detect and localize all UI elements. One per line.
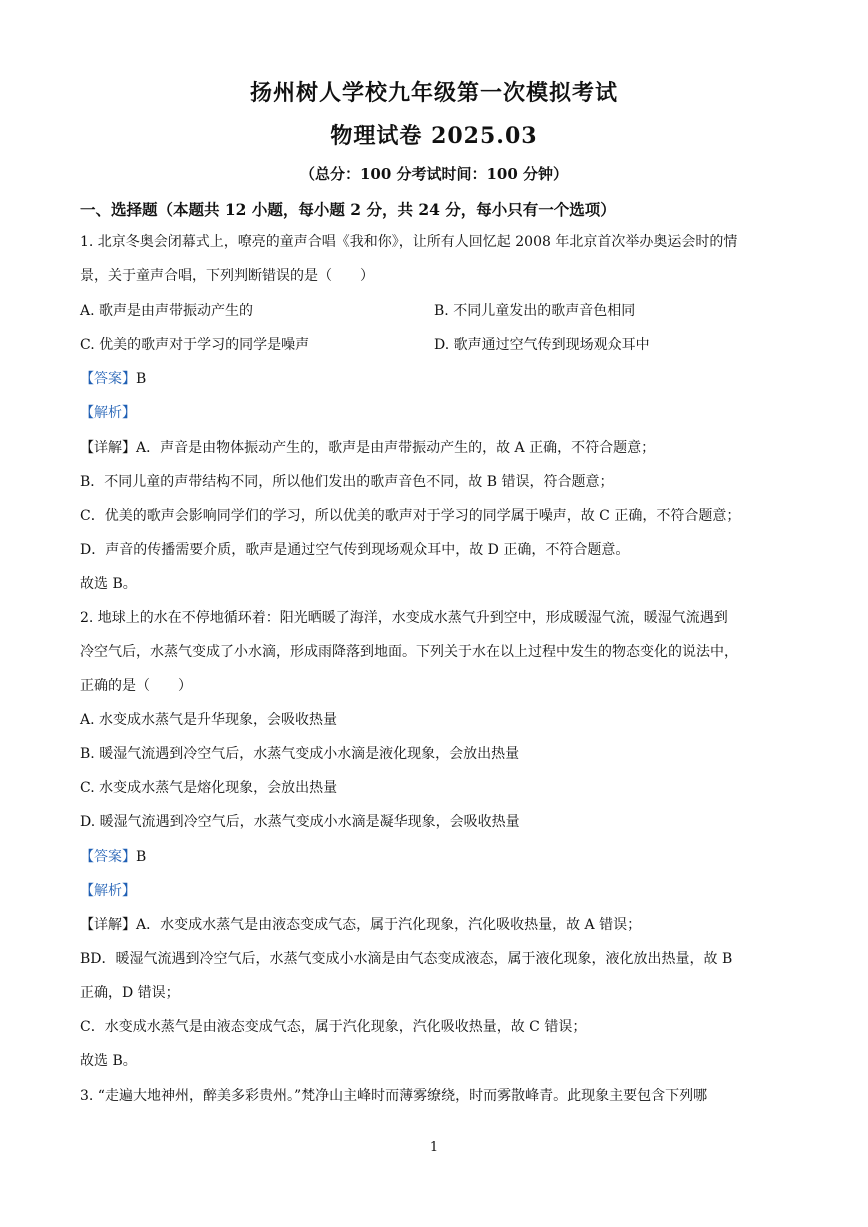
q1-stem-line-2: 景，关于童声合唱，下列判断错误的是（ ） bbox=[80, 268, 374, 284]
q1-analysis-tag: 【解析】 bbox=[80, 405, 136, 421]
detail-tag: 【详解】 bbox=[80, 440, 136, 456]
score-info: （总分：100 分考试时间：100 分钟） bbox=[299, 165, 569, 183]
q2-stem-line-1: 2. 地球上的水在不停地循环着：阳光晒暖了海洋，水变成水蒸气升到空中，形成暖湿气流，暖湿气流遇到 bbox=[80, 610, 728, 626]
q1-stem-line-1: 1. 北京冬奥会闭幕式上，嘹亮的童声合唱《我和你》，让所有人回忆起 2008 年北京首次举办奥运会时的情 bbox=[80, 234, 738, 250]
detail-text: A．水变成水蒸气是由液态变成气态，属于汽化现象，汽化吸收热量，故 A 错误； bbox=[136, 917, 642, 933]
detail-text: A．声音是由物体振动产生的，歌声是由声带振动产生的，故 A 正确，不符合题意； bbox=[136, 440, 656, 456]
detail-tag: 【详解】 bbox=[80, 917, 136, 933]
q1-option-c: C. 优美的歌声对于学习的同学是噪声 bbox=[80, 337, 310, 353]
q1-option-d: D. 歌声通过空气传到现场观众耳中 bbox=[434, 337, 650, 353]
q1-answer bbox=[80, 369, 146, 389]
q1-detail-line-1 bbox=[80, 438, 655, 458]
q2-analysis-tag: 【解析】 bbox=[80, 883, 136, 899]
q1-detail-line-2: B．不同儿童的声带结构不同，所以他们发出的歌声音色不同，故 B 错误，符合题意； bbox=[80, 474, 614, 490]
q2-option-c: C. 水变成水蒸气是熔化现象，会放出热量 bbox=[80, 780, 338, 796]
q2-conclusion: 故选 B。 bbox=[80, 1053, 137, 1069]
q2-detail-line-4: C．水变成水蒸气是由液态变成气态，属于汽化现象，汽化吸收热量，故 C 错误； bbox=[80, 1019, 587, 1035]
q2-option-b: B. 暖湿气流遇到冷空气后，水蒸气变成小水滴是液化现象，会放出热量 bbox=[80, 746, 520, 762]
school-title: 扬州树人学校九年级第一次模拟考试 bbox=[249, 80, 618, 106]
page-number: 1 bbox=[429, 1140, 439, 1155]
q2-detail-line-1 bbox=[80, 915, 641, 935]
q1-detail-line-3: C．优美的歌声会影响同学们的学习，所以优美的歌声对于学习的同学属于噪声，故 C 正确，不符合题意； bbox=[80, 508, 741, 524]
q1-option-a: A. 歌声是由声带振动产生的 bbox=[80, 303, 254, 319]
answer-tag: 【答案】 bbox=[80, 849, 136, 865]
q2-answer bbox=[80, 847, 146, 867]
answer-value: B bbox=[136, 371, 147, 387]
answer-tag: 【答案】 bbox=[80, 371, 136, 387]
q1-detail-line-4: D．声音的传播需要介质，歌声是通过空气传到现场观众耳中，故 D 正确，不符合题意。 bbox=[80, 542, 630, 558]
q2-detail-line-3: 正确，D 错误； bbox=[80, 985, 180, 1001]
q2-detail-line-2: BD．暖湿气流遇到冷空气后，水蒸气变成小水滴是由气态变成液态，属于液化现象，液化放出热量，故 B bbox=[80, 951, 733, 967]
section-heading: 一、选择题（本题共 12 小题，每小题 2 分，共 24 分，每小只有一个选项） bbox=[80, 200, 616, 219]
q2-stem-line-3: 正确的是（ ） bbox=[80, 678, 192, 694]
q2-option-d: D. 暖湿气流遇到冷空气后，水蒸气变成小水滴是凝华现象，会吸收热量 bbox=[80, 814, 520, 830]
q1-conclusion: 故选 B。 bbox=[80, 576, 137, 592]
q3-stem-line-1: 3. “走遍大地神州，醉美多彩贵州。”梵净山主峰时而薄雾缭绕，时而雾散峰青。此现象主要包含下列哪 bbox=[80, 1088, 708, 1104]
q2-option-a: A. 水变成水蒸气是升华现象，会吸收热量 bbox=[80, 712, 338, 728]
answer-value: B bbox=[136, 849, 147, 865]
q1-option-b: B. 不同儿童发出的歌声音色相同 bbox=[434, 303, 636, 319]
paper-title: 物理试卷 2025.03 bbox=[330, 123, 538, 149]
q2-stem-line-2: 冷空气后，水蒸气变成了小水滴，形成雨降落到地面。下列关于水在以上过程中发生的物态变化的说法中， bbox=[80, 644, 738, 660]
